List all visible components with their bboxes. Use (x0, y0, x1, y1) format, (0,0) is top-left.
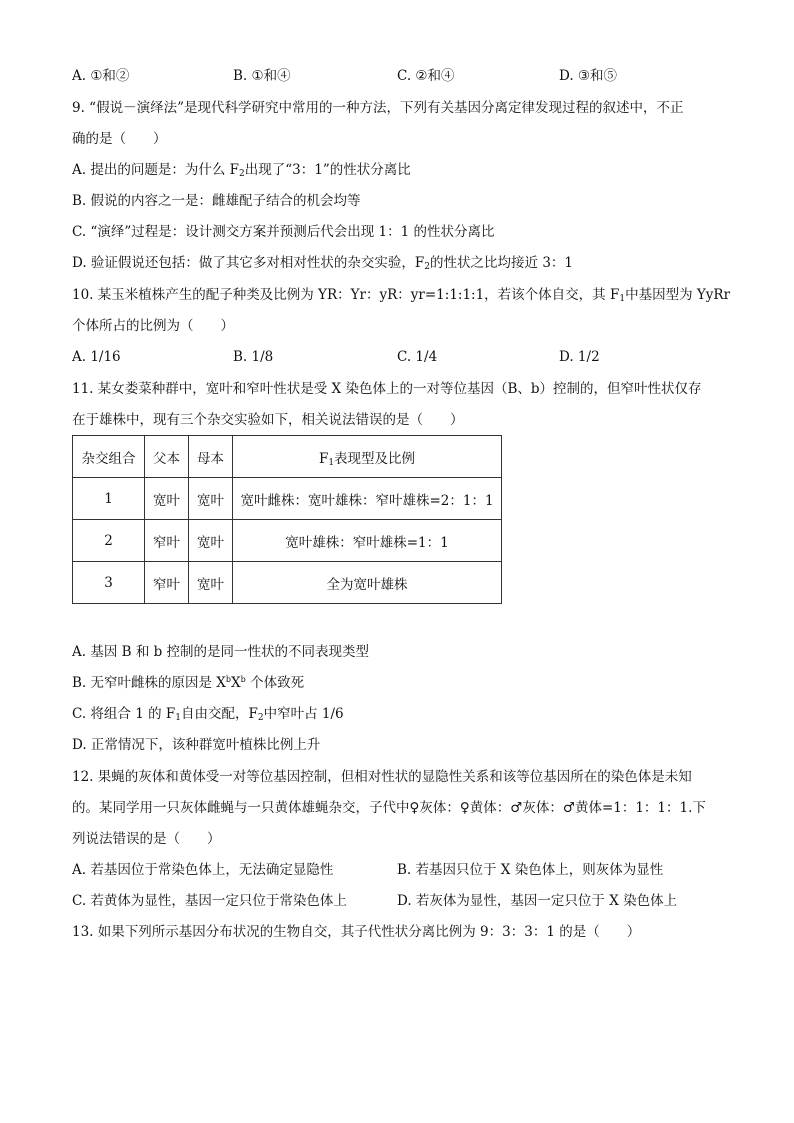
q9-stem-line1: 9. “假说－演绎法”是现代科学研究中常用的一种方法，下列有关基因分离定律发现过程的叙述中，不正 (72, 100, 684, 116)
q11-option-b: B. 无窄叶雌株的原因是 $X^bX^b$ 个体致死 (72, 675, 305, 691)
table-header-cell: 父本 (145, 436, 189, 478)
q12-stem-line2: 的。某同学用一只灰体雌蝇与一只黄体雄蝇杂交，子代中♀灰体：♀黄体：♂灰体：♂黄体=1：1：1：1.下 (72, 800, 706, 816)
table-cell: 窄叶 (145, 562, 189, 604)
table-cell: 窄叶 (145, 520, 189, 562)
q8-option-c: C. ②和④ (397, 68, 455, 84)
q11-stem-line1: 11. 某女娄菜种群中，宽叶和窄叶性状是受 X 染色体上的一对等位基因（B、b）控制的，但窄叶性状仅存 (72, 381, 702, 397)
table-header-row (73, 436, 502, 478)
q13-stem: 13. 如果下列所示基因分布状况的生物自交，其子代性状分离比例为 9：3：3：1 的是（ ） (72, 924, 641, 940)
table-cell: 宽叶雄株：窄叶雄株=1：1 (233, 520, 502, 562)
q12-option-b: B. 若基因只位于 X 染色体上，则灰体为显性 (397, 862, 664, 878)
q10-option-c: C. 1/4 (397, 349, 438, 365)
q10-stem-line2: 个体所占的比例为（ ） (72, 318, 234, 334)
table-cell: 宽叶 (189, 478, 233, 520)
q10-option-d: D. 1/2 (559, 349, 600, 365)
table-row (73, 520, 502, 562)
table-cell: 3 (73, 562, 145, 604)
table-cell: 宽叶雌株：宽叶雄株：窄叶雄株=2：1：1 (233, 478, 502, 520)
table-cell: 宽叶 (189, 520, 233, 562)
q9-option-b: B. 假说的内容之一是：雌雄配子结合的机会均等 (72, 193, 361, 209)
q9-stem-line2: 确的是（ ） (72, 131, 167, 147)
table-row (73, 478, 502, 520)
q11-option-c: C. 将组合 1 的 $F_1$自由交配，$F_2$中窄叶占 1/6 (72, 706, 344, 723)
table-cell: 2 (73, 520, 145, 562)
table-header-cell: 母本 (189, 436, 233, 478)
table-header-cell: 杂交组合 (73, 436, 145, 478)
q12-stem-line3: 列说法错误的是（ ） (72, 831, 221, 847)
q8-option-b: B. ①和④ (233, 68, 291, 84)
q9-option-d: D. 验证假说还包括：做了其它多对相对性状的杂交实验，$F_2$的性状之比均接近 3：1 (72, 255, 574, 272)
table-cell: 宽叶 (145, 478, 189, 520)
q8-option-d: D. ③和⑤ (559, 68, 618, 84)
q11-option-d: D. 正常情况下，该种群宽叶植株比例上升 (72, 737, 321, 753)
q12-option-d: D. 若灰体为显性，基因一定只位于 X 染色体上 (397, 893, 678, 909)
table-cell: 1 (73, 478, 145, 520)
table-cell: 全为宽叶雄株 (233, 562, 502, 604)
table-row (73, 562, 502, 604)
q12-stem-line1: 12. 果蝇的灰体和黄体受一对等位基因控制，但相对性状的显隐性关系和该等位基因所在的染色体是未知 (72, 769, 692, 785)
q9-option-a: A. 提出的问题是：为什么 $F_2$出现了“3：1”的性状分离比 (72, 162, 411, 179)
q11-stem-line2: 在于雄株中，现有三个杂交实验如下，相关说法错误的是（ ） (72, 412, 464, 428)
cross-experiment-table (72, 435, 502, 604)
q9-option-c: C. “演绎”过程是：设计测交方案并预测后代会出现 1：1 的性状分离比 (72, 224, 495, 240)
q8-option-a: A. ①和② (72, 68, 130, 84)
table-cell: 宽叶 (189, 562, 233, 604)
q10-option-a: A. 1/16 (72, 349, 121, 365)
q11-option-a: A. 基因 B 和 b 控制的是同一性状的不同表现类型 (72, 644, 370, 660)
q10-stem-line1: 10. 某玉米植株产生的配子种类及比例为 YR：Yr：yR：yr=1:1:1:1，若该个体自交，其 $F_1$中基因型为 YyRr (72, 287, 731, 304)
q10-option-b: B. 1/8 (233, 349, 274, 365)
q12-option-a: A. 若基因位于常染色体上，无法确定显隐性 (72, 862, 334, 878)
table-header-cell: $F_1$表现型及比例 (233, 436, 502, 478)
q12-option-c: C. 若黄体为显性，基因一定只位于常染色体上 (72, 893, 347, 909)
